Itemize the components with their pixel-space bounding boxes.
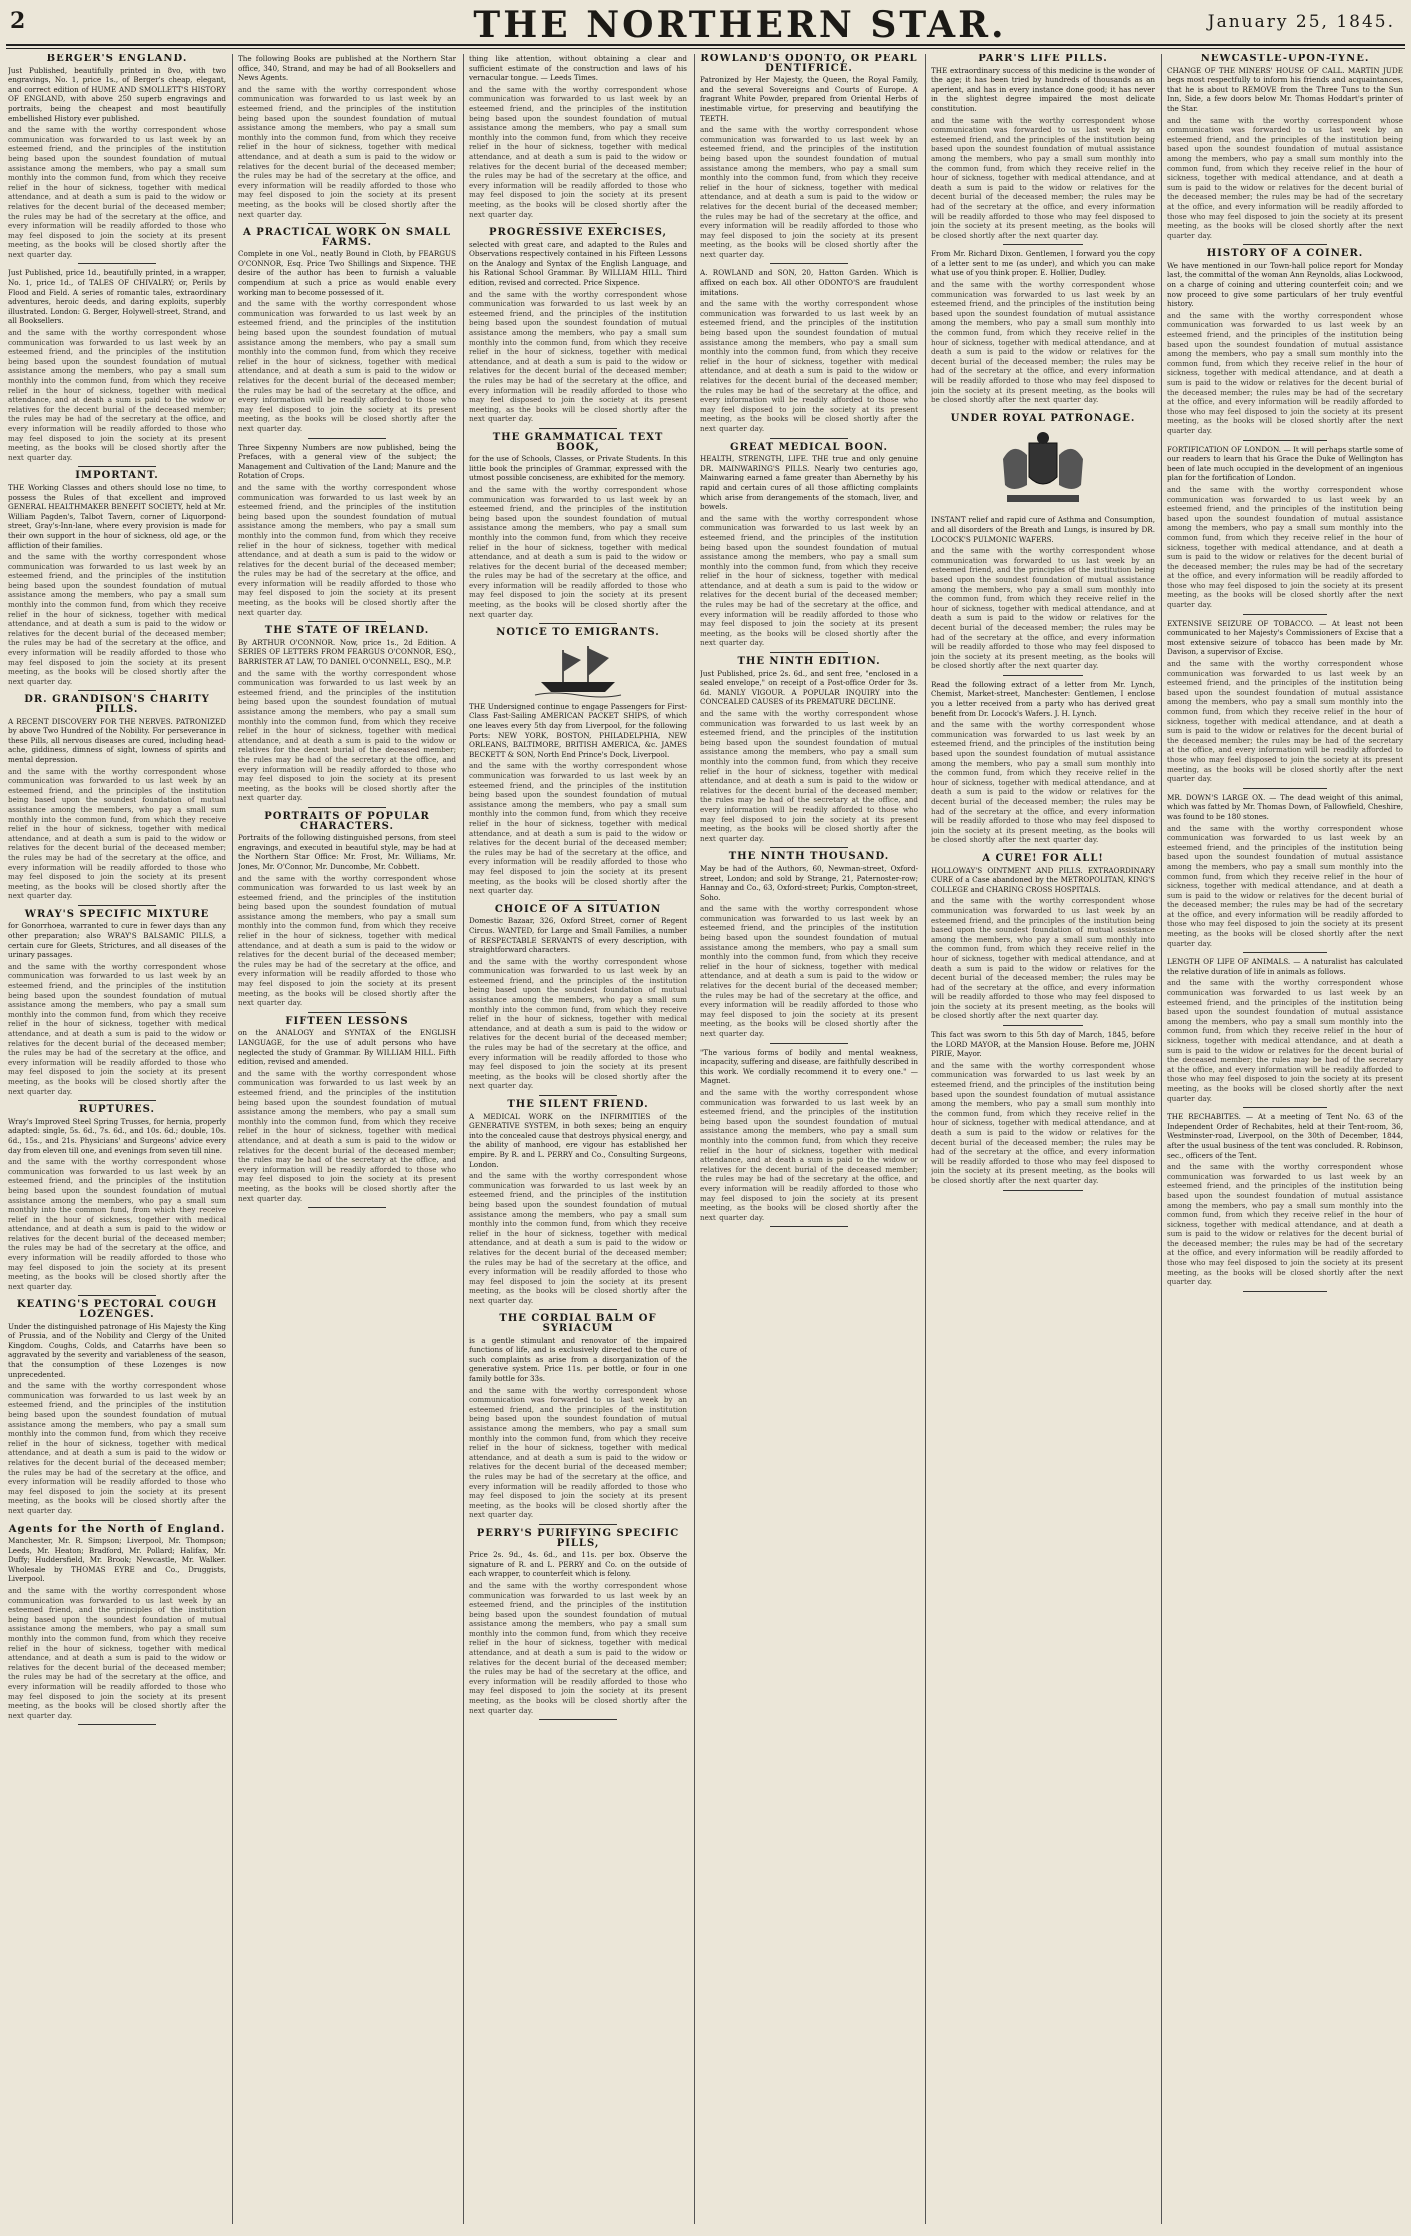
article (469, 905, 687, 1096)
article-continuation: and the same with the worthy correspondent whose communication was forwarded to us last week by an esteemed friend, and the principles of the institution being based upon the soundest foundation of mutual assistance among the members, who pay a small sum monthly into the common fund, from which they receive relief in the hour of sickness, together with medical attendance, and at death a sum is paid to the widow or relatives for the decent burial of the deceased member; the rules may be had of the secretary at the office, and every information will be readily afforded to those who may feel disposed to join the society at its present meeting, as the books will be closed shortly after the next quarter day. (8, 328, 226, 462)
article (8, 54, 226, 264)
section-divider (1243, 788, 1328, 789)
article (238, 1017, 456, 1208)
article-heading: IMPORTANT. (75, 470, 159, 482)
article-continuation: and the same with the worthy correspondent whose communication was forwarded to us last week by an esteemed friend, and the principles of the institution being based upon the soundest foundation of mutual assistance among the members, who pay a small sum monthly into the common fund, from which they receive relief in the hour of sickness, together with medical attendance, and at death a sum is paid to the widow or relatives for the decent burial of the deceased member; the rules may be had of the secretary at the office, and every information will be readily afforded to those who may feel disposed to join the society at its present meeting, as the books will be closed shortly after the next quarter day. (931, 720, 1155, 845)
article-heading: THE NINTH EDITION. (737, 656, 881, 668)
section-divider (78, 263, 156, 264)
article-body: EXTENSIVE SEIZURE OF TOBACCO. — At least not been communicated to her Majesty's Commissioners of Excise that a most extensive seizure of tobacco has been made by Mr. Davison, a supervisor of Excise. (1167, 618, 1403, 657)
article-body: Manchester, Mr. R. Simpson; Liverpool, Mr. Thompson; Leeds, Mr. Heaton; Bradford, Mr. Pollard; Halifax, Mr. Duffy; Huddersfield, Mr. Brook; Newcastle, Mr. Walker. Wholesale by THOMAS EYRE and Co., Druggists, Liverpool. (8, 1536, 226, 1584)
article-heading: WRAY'S SPECIFIC MIXTURE (24, 908, 210, 920)
article (238, 228, 456, 438)
section-divider (308, 438, 386, 439)
article-heading: PERRY'S PURIFYING SPECIFIC PILLS, (476, 1527, 680, 1549)
article (469, 228, 687, 429)
column-3 (469, 54, 687, 2224)
article-body: Read the following extract of a letter from Mr. Lynch, Chemist, Market-street, Manchester: Gentlemen, I enclose you a letter received from a party who has derived great benefit from Dr. Locock's Wafers. J. H. Lynch. (931, 679, 1155, 718)
column-2 (238, 54, 456, 2224)
article (8, 268, 226, 467)
article-heading: CHOICE OF A SITUATION (494, 903, 662, 915)
article-continuation: and the same with the worthy correspondent whose communication was forwarded to us last week by an esteemed friend, and the principles of the institution being based upon the soundest foundation of mutual assistance among the members, who pay a small sum monthly into the common fund, from which they receive relief in the hour of sickness, together with medical attendance, and at death a sum is paid to the widow or relatives for the decent burial of the deceased member; the rules may be had of the secretary at the office, and every information will be readily afforded to those who may feel disposed to join the society at its present meeting, as the books will be closed shortly after the next quarter day. (8, 1586, 226, 1720)
article-heading: NOTICE TO EMIGRANTS. (496, 627, 660, 639)
article-body: Portraits of the following distinguished persons, from steel engravings, and executed in beautiful style, may be had at the Northern Star Office: Mr. Frost, Mr. Williams, Mr. Jones, Mr. O'Connor, Mr. Duncombe, Mr. Cobbett. (238, 833, 456, 871)
article (469, 433, 687, 624)
article-heading: PARR'S LIFE PILLS. (978, 54, 1108, 64)
article (700, 54, 918, 264)
section-divider (78, 1520, 156, 1521)
section-divider (770, 263, 848, 264)
section-divider (1243, 1291, 1328, 1292)
article-body: FORTIFICATION OF LONDON. — It will perhaps startle some of our readers to learn that his Grace the Duke of Wellington has been of late much occupied in the development of an ingenious plan for the fortification of London. (1167, 444, 1403, 483)
section-divider (539, 1524, 617, 1525)
section-divider (539, 900, 617, 901)
section-divider (78, 1100, 156, 1101)
article-body: CHANGE OF THE MINERS' HOUSE OF CALL. MARTIN JUDE begs most respectfully to inform his friends and acquaintances, that he is about to REMOVE from the Three Tuns to the Sun Inn, Side, a few doors below Mr. Thomas Hoddart's printer of the Star. (1167, 65, 1403, 113)
article (700, 1048, 918, 1228)
column-rule (925, 54, 926, 2224)
article-heading: NEWCASTLE-UPON-TYNE. (1200, 54, 1370, 64)
article-body: A MEDICAL WORK on the INFIRMITIES of the GENERATIVE SYSTEM, in both sexes; being an enquiry into the concealed cause that destroys physical energy, and the ability of manhood, ere vigour has established her empire. By R. and L. PERRY and Co., Consulting Surgeons, London. (469, 1111, 687, 1169)
article-continuation: and the same with the worthy correspondent whose communication was forwarded to us last week by an esteemed friend, and the principles of the institution being based upon the soundest foundation of mutual assistance among the members, who pay a small sum monthly into the common fund, from which they receive relief in the hour of sickness, together with medical attendance, and at death a sum is paid to the widow or relatives for the decent burial of the deceased member; the rules may be had of the secretary at the office, and every information will be readily afforded to those who may feel disposed to join the society at its present meeting, as the books will be closed shortly after the next quarter day. (8, 766, 226, 901)
article-heading: THE CORDIAL BALM OF SYRIACUM (499, 1313, 657, 1335)
article (238, 626, 456, 808)
section-divider (770, 1043, 848, 1044)
section-divider (78, 690, 156, 691)
section-divider (539, 428, 617, 429)
section-divider (308, 1207, 386, 1208)
column-rule (694, 54, 695, 2224)
article-heading: ROWLAND'S ODONTO, OR PEARL DENTIFRICE. (700, 54, 918, 74)
article (931, 249, 1155, 410)
article-continuation: and the same with the worthy correspondent whose communication was forwarded to us last week by an esteemed friend, and the principles of the institution being based upon the soundest foundation of mutual assistance among the members, who pay a small sum monthly into the common fund, from which they receive relief in the hour of sickness, together with medical attendance, and at death a sum is paid to the widow or relatives for the decent burial of the deceased member; the rules may be had of the secretary at the office, and every information will be readily afforded to those who may feel disposed to join the society at its present meeting, as the books will be closed shortly after the next quarter day. (469, 484, 687, 619)
section-divider (770, 847, 848, 848)
article-body: A RECENT DISCOVERY FOR THE NERVES. PATRONIZED by above Two Hundred of the Nobility. For perseverance in these Pills, all nervous diseases are cured, including head-ache, giddiness, dimness of sight, lowness of spirits and mental depression. (8, 716, 226, 764)
article-continuation: and the same with the worthy correspondent whose communication was forwarded to us last week by an esteemed friend, and the principles of the institution being based upon the soundest foundation of mutual assistance among the members, who pay a small sum monthly into the common fund, from which they receive relief in the hour of sickness, together with medical attendance, and at death a sum is paid to the widow or relatives for the decent burial of the deceased member; the rules may be had of the secretary at the office, and every information will be readily afforded to those who may feel disposed to join the society at its present meeting, as the books will be closed shortly after the next quarter day. (700, 904, 918, 1038)
article-continuation: and the same with the worthy correspondent whose communication was forwarded to us last week by an esteemed friend, and the principles of the institution being based upon the soundest foundation of mutual assistance among the members, who pay a small sum monthly into the common fund, from which they receive relief in the hour of sickness, together with medical attendance, and at death a sum is paid to the widow or relatives for the decent burial of the deceased member; the rules may be had of the secretary at the office, and every information will be readily afforded to those who may feel disposed to join the society at its present meeting, as the books will be closed shortly after the next quarter day. (1167, 310, 1403, 435)
article-body: MR. DOWN'S LARGE OX. — The dead weight of this animal, which was fatted by Mr. Thomas Down, of Fallowfield, Cheshire, was found to be 180 stones. (1167, 792, 1403, 821)
article-continuation: and the same with the worthy correspondent whose communication was forwarded to us last week by an esteemed friend, and the principles of the institution being based upon the soundest foundation of mutual assistance among the members, who pay a small sum monthly into the common fund, from which they receive relief in the hour of sickness, together with medical attendance, and at death a sum is paid to the widow or relatives for the decent burial of the deceased member; the rules may be had of the secretary at the office, and every information will be readily afforded to those who may feel disposed to join the society at its present meeting, as the books will be closed shortly after the next quarter day. (469, 84, 687, 219)
article-body: From Mr. Richard Dixon. Gentlemen, I forward you the copy of a letter sent to me (as under), and which you can make what use of you think proper. E. Hollier, Dudley. (931, 249, 1155, 278)
article-heading: UNDER ROYAL PATRONAGE. (950, 412, 1136, 424)
article-continuation: and the same with the worthy correspondent whose communication was forwarded to us last week by an esteemed friend, and the principles of the institution being based upon the soundest foundation of mutual assistance among the members, who pay a small sum monthly into the common fund, from which they receive relief in the hour of sickness, together with medical attendance, and at death a sum is paid to the widow or relatives for the decent burial of the deceased member; the rules may be had of the secretary at the office, and every information will be readily afforded to those who may feel disposed to join the society at its present meeting, as the books will be closed shortly after the next quarter day. (1167, 978, 1403, 1103)
section-divider (1243, 1107, 1328, 1108)
article (238, 812, 456, 1013)
article-body: Price 2s. 9d., 4s. 6d., and 11s. per box. Observe the signature of R. and L. PERRY and Co. on the outside of each wrapper, to counterfeit which is felony. (469, 1550, 687, 1579)
article-heading: THE STATE OF IRELAND. (264, 625, 430, 637)
column-6 (1167, 54, 1403, 2224)
sailing-ship-icon (533, 642, 623, 698)
article-continuation: and the same with the worthy correspondent whose communication was forwarded to us last week by an esteemed friend, and the principles of the institution being based upon the soundest foundation of mutual assistance among the members, who pay a small sum monthly into the common fund, from which they receive relief in the hour of sickness, together with medical attendance, and at death a sum is paid to the widow or relatives for the decent burial of the deceased member; the rules may be had of the secretary at the office, and every information will be readily afforded to those who may feel disposed to join the society at its present meeting, as the books will be closed shortly after the next quarter day. (469, 761, 687, 896)
article (931, 680, 1155, 850)
article (931, 854, 1155, 1026)
article-continuation: and the same with the worthy correspondent whose communication was forwarded to us last week by an esteemed friend, and the principles of the institution being based upon the soundest foundation of mutual assistance among the members, who pay a small sum monthly into the common fund, from which they receive relief in the hour of sickness, together with medical attendance, and at death a sum is paid to the widow or relatives for the decent burial of the deceased member; the rules may be had of the secretary at the office, and every information will be readily afforded to those who may feel disposed to join the society at its present meeting, as the books will be closed shortly after the next quarter day. (469, 956, 687, 1091)
article-heading: THE NINTH THOUSAND. (728, 851, 890, 863)
section-divider (308, 223, 386, 224)
article-continuation: and the same with the worthy correspondent whose communication was forwarded to us last week by an esteemed friend, and the principles of the institution being based upon the soundest foundation of mutual assistance among the members, who pay a small sum monthly into the common fund, from which they receive relief in the hour of sickness, together with medical attendance, and at death a sum is paid to the widow or relatives for the decent burial of the deceased member; the rules may be had of the secretary at the office, and every information will be readily afforded to those who may feel disposed to join the society at its present meeting, as the books will be closed shortly after the next quarter day. (238, 668, 456, 803)
article-body: Just Published, beautifully printed in 8vo, with two engravings, No. 1, price 1s., of Berger's cheap, elegant, and correct edition of HUME AND SMOLLETT'S HISTORY OF ENGLAND, with above 250 superb engravings and portraits, being the cheapest and most beautifully embellished History ever published. (8, 65, 226, 123)
article-body: May be had of the Authors, 60, Newman-street, Oxford-street, London; and sold by Strange, 21, Paternoster-row; Hannay and Co., 63, Oxford-street; Purkis, Compton-street, Soho. (700, 863, 918, 902)
article-continuation: and the same with the worthy correspondent whose communication was forwarded to us last week by an esteemed friend, and the principles of the institution being based upon the soundest foundation of mutual assistance among the members, who pay a small sum monthly into the common fund, from which they receive relief in the hour of sickness, together with medical attendance, and at death a sum is paid to the widow or relatives for the decent burial of the deceased member; the rules may be had of the secretary at the office, and every information will be readily afforded to those who may feel disposed to join the society at its present meeting, as the books will be closed shortly after the next quarter day. (931, 115, 1155, 240)
article (700, 443, 918, 653)
article (931, 414, 1155, 676)
column-4 (700, 54, 918, 2224)
section-divider (1003, 244, 1084, 245)
section-divider (308, 621, 386, 622)
article-continuation: and the same with the worthy correspondent whose communication was forwarded to us last week by an esteemed friend, and the principles of the institution being based upon the soundest foundation of mutual assistance among the members, who pay a small sum monthly into the common fund, from which they receive relief in the hour of sickness, together with medical attendance, and at death a sum is paid to the widow or relatives for the decent burial of the deceased member; the rules may be had of the secretary at the office, and every information will be readily afforded to those who may feel disposed to join the society at its present meeting, as the books will be closed shortly after the next quarter day. (8, 552, 226, 686)
article-continuation: and the same with the worthy correspondent whose communication was forwarded to us last week by an esteemed friend, and the principles of the institution being based upon the soundest foundation of mutual assistance among the members, who pay a small sum monthly into the common fund, from which they receive relief in the hour of sickness, together with medical attendance, and at death a sum is paid to the widow or relatives for the decent burial of the deceased member; the rules may be had of the secretary at the office, and every information will be readily afforded to those who may feel disposed to join the society at its present meeting, as the books will be closed shortly after the next quarter day. (238, 482, 456, 617)
article-heading: PROGRESSIVE EXERCISES, (489, 227, 667, 239)
article-continuation: and the same with the worthy correspondent whose communication was forwarded to us last week by an esteemed friend, and the principles of the institution being based upon the soundest foundation of mutual assistance among the members, who pay a small sum monthly into the common fund, from which they receive relief in the hour of sickness, together with medical attendance, and at death a sum is paid to the widow or relatives for the decent burial of the deceased member; the rules may be had of the secretary at the office, and every information will be readily afforded to those who may feel disposed to join the society at its present meeting, as the books will be closed shortly after the next quarter day. (8, 1381, 226, 1515)
article-heading: BERGER'S ENGLAND. (46, 54, 188, 64)
article (8, 695, 226, 905)
section-divider (78, 466, 156, 467)
article-body: for Gonorrhoea, warranted to cure in fewer days than any other preparation; also WRAY'S BALSAMIC PILLS, a certain cure for Gleets, Strictures, and all diseases of the urinary passages. (8, 921, 226, 960)
column-rule (463, 54, 464, 2224)
article-body: thing like attention, without obtaining a clear and sufficient estimate of the construction and laws of his vernacular tongue. — Leeds Times. (469, 54, 687, 83)
section-divider (1243, 244, 1328, 245)
section-divider (539, 1719, 617, 1720)
article (469, 1314, 687, 1524)
section-divider (1003, 1025, 1084, 1026)
page-number: 2 (10, 8, 26, 34)
article-heading: A PRACTICAL WORK ON SMALL FARMS. (242, 227, 451, 248)
article (8, 1525, 226, 1726)
article-continuation: and the same with the worthy correspondent whose communication was forwarded to us last week by an esteemed friend, and the principles of the institution being based upon the soundest foundation of mutual assistance among the members, who pay a small sum monthly into the common fund, from which they receive relief in the hour of sickness, together with medical attendance, and at death a sum is paid to the widow or relatives for the decent burial of the deceased member; the rules may be had of the secretary at the office, and every information will be readily afforded to those who may feel disposed to join the society at its present meeting, as the books will be closed shortly after the next quarter day. (8, 961, 226, 1096)
masthead-rule-thin (6, 48, 1405, 49)
article (1167, 619, 1403, 789)
article-heading: RUPTURES. (79, 1104, 155, 1116)
section-divider (1243, 952, 1328, 953)
article-body: This fact was sworn to this 5th day of March, 1845, before the LORD MAYOR, at the Mansion House. Before me, JOHN PIRIE, Mayor. (931, 1030, 1155, 1059)
section-divider (308, 807, 386, 808)
article (1167, 957, 1403, 1108)
article-body: By ARTHUR O'CONNOR. Now, price 1s., 2d Edition. A SERIES OF LETTERS FROM FEARGUS O'CONNOR, ESQ., BARRISTER AT LAW, TO DANIEL O'CONNELL, ESQ., M.P. (238, 637, 456, 667)
article (469, 54, 687, 224)
article-body: Under the distinguished patronage of His Majesty the King of Prussia, and of the Nobility and Clergy of the United Kingdom. Coughs, Colds, and Catarrhs have been so aggravated by the severity and variableness of the season, that the consumption of these Lozenges is now unprecedented. (8, 1321, 226, 1379)
article-continuation: and the same with the worthy correspondent whose communication was forwarded to us last week by an esteemed friend, and the principles of the institution being based upon the soundest foundation of mutual assistance among the members, who pay a small sum monthly into the common fund, from which they receive relief in the hour of sickness, together with medical attendance, and at death a sum is paid to the widow or relatives for the decent burial of the deceased member; the rules may be had of the secretary at the office, and every information will be readily afforded to those who may feel disposed to join the society at its present meeting, as the books will be closed shortly after the next quarter day. (469, 1385, 687, 1520)
article-continuation: and the same with the worthy correspondent whose communication was forwarded to us last week by an esteemed friend, and the principles of the institution being based upon the soundest foundation of mutual assistance among the members, who pay a small sum monthly into the common fund, from which they receive relief in the hour of sickness, together with medical attendance, and at death a sum is paid to the widow or relatives for the decent burial of the deceased member; the rules may be had of the secretary at the office, and every information will be readily afforded to those who may feel disposed to join the society at its present meeting, as the books will be closed shortly after the next quarter day. (1167, 484, 1403, 610)
article-continuation: and the same with the worthy correspondent whose communication was forwarded to us last week by an esteemed friend, and the principles of the institution being based upon the soundest foundation of mutual assistance among the members, who pay a small sum monthly into the common fund, from which they receive relief in the hour of sickness, together with medical attendance, and at death a sum is paid to the widow or relatives for the decent burial of the deceased member; the rules may be had of the secretary at the office, and every information will be readily afforded to those who may feel disposed to join the society at its present meeting, as the books will be closed shortly after the next quarter day. (700, 513, 918, 648)
article-continuation: and the same with the worthy correspondent whose communication was forwarded to us last week by an esteemed friend, and the principles of the institution being based upon the soundest foundation of mutual assistance among the members, who pay a small sum monthly into the common fund, from which they receive relief in the hour of sickness, together with medical attendance, and at death a sum is paid to the widow or relatives for the decent burial of the deceased member; the rules may be had of the secretary at the office, and every information will be readily afforded to those who may feel disposed to join the society at its present meeting, as the books will be closed shortly after the next quarter day. (1167, 659, 1403, 784)
article-continuation: and the same with the worthy correspondent whose communication was forwarded to us last week by an esteemed friend, and the principles of the institution being based upon the soundest foundation of mutual assistance among the members, who pay a small sum monthly into the common fund, from which they receive relief in the hour of sickness, together with medical attendance, and at death a sum is paid to the widow or relatives for the decent burial of the deceased member; the rules may be had of the secretary at the office, and every information will be readily afforded to those who may feel disposed to join the society at its present meeting, as the books will be closed shortly after the next quarter day. (238, 84, 456, 219)
article (931, 1030, 1155, 1191)
article-continuation: and the same with the worthy correspondent whose communication was forwarded to us last week by an esteemed friend, and the principles of the institution being based upon the soundest foundation of mutual assistance among the members, who pay a small sum monthly into the common fund, from which they receive relief in the hour of sickness, together with medical attendance, and at death a sum is paid to the widow or relatives for the decent burial of the deceased member; the rules may be had of the secretary at the office, and every information will be readily afforded to those who may feel disposed to join the society at its present meeting, as the books will be closed shortly after the next quarter day. (1167, 823, 1403, 948)
article (469, 628, 687, 900)
article-continuation: and the same with the worthy correspondent whose communication was forwarded to us last week by an esteemed friend, and the principles of the institution being based upon the soundest foundation of mutual assistance among the members, who pay a small sum monthly into the common fund, from which they receive relief in the hour of sickness, together with medical attendance, and at death a sum is paid to the widow or relatives for the decent burial of the deceased member; the rules may be had of the secretary at the office, and every information will be readily afforded to those who may feel disposed to join the society at its present meeting, as the books will be closed shortly after the next quarter day. (238, 299, 456, 433)
article-heading: Agents for the North of England. (8, 1523, 226, 1535)
article-body: "The various forms of bodily and mental weakness, incapacity, suffering and disease, are faithfully described in this work. We cordially recommend it to every one." — Magnet. (700, 1047, 918, 1086)
article (700, 268, 918, 438)
article-body: THE extraordinary success of this medicine is the wonder of the age; it has been tried by hundreds of thousands as an aperient, and has in every instance done good; it has never in the slightest degree impaired the most delicate constitution. (931, 65, 1155, 113)
article-heading: GREAT MEDICAL BOON. (730, 441, 888, 453)
section-divider (539, 623, 617, 624)
article (238, 54, 456, 224)
article-body: selected with great care, and adapted to the Rules and Observations respectively contained in his Fifteen Lessons on the Analogy and Syntax of the English Language, and his Rational School Grammar. By WILLIAM HILL. Third edition, revised and corrected. Price Sixpence. (469, 239, 687, 288)
masthead (0, 0, 1411, 44)
article-body: on the ANALOGY and SYNTAX of the ENGLISH LANGUAGE, for the use of adult persons who have neglected the study of Grammar. By WILLIAM HILL. Fifth edition, revised and amended. (238, 1028, 456, 1067)
newspaper-title: THE NORTHERN STAR. (473, 4, 1007, 46)
section-divider (1243, 614, 1328, 615)
section-divider (1003, 409, 1084, 410)
article-heading: FIFTEEN LESSONS (285, 1015, 409, 1027)
article-continuation: and the same with the worthy correspondent whose communication was forwarded to us last week by an esteemed friend, and the principles of the institution being based upon the soundest foundation of mutual assistance among the members, who pay a small sum monthly into the common fund, from which they receive relief in the hour of sickness, together with medical attendance, and at death a sum is paid to the widow or relatives for the decent burial of the deceased member; the rules may be had of the secretary at the office, and every information will be readily afforded to those who may feel disposed to join the society at its present meeting, as the books will be closed shortly after the next quarter day. (931, 546, 1155, 671)
article-continuation: and the same with the worthy correspondent whose communication was forwarded to us last week by an esteemed friend, and the principles of the institution being based upon the soundest foundation of mutual assistance among the members, who pay a small sum monthly into the common fund, from which they receive relief in the hour of sickness, together with medical attendance, and at death a sum is paid to the widow or relatives for the decent burial of the deceased member; the rules may be had of the secretary at the office, and every information will be readily afforded to those who may feel disposed to join the society at its present meeting, as the books will be closed shortly after the next quarter day. (700, 299, 918, 433)
article-body: Wray's Improved Steel Spring Trusses, for hernia, properly adapted: single, 5s. 6d., 7s. 6d., and 10s. 6d.; double, 10s. 6d., 15s., and 21s. Physicians' and Surgeons' advice every day from eleven till one, and evenings from seven till nine. (8, 1116, 226, 1155)
article-body: Just Published, price 2s. 6d., and sent free, "enclosed in a sealed envelope," on receipt of a Post-office Order for 3s. 6d. MANLY VIGOUR. A POPULAR INQUIRY into the CONCEALED CAUSES of its PREMATURE DECLINE. (700, 668, 918, 707)
article-body: Three Sixpenny Numbers are now published, being the Prefaces, with a general view of the subject; the Management and Cultivation of the Land; Manure and the Rotation of Crops. (238, 442, 456, 481)
article-body: We have mentioned in our Town-hall police report for Monday last, the committal of the woman Ann Reynolds, alias Lockwood, on a charge of coining and uttering counterfeit coin; and we now proceed to give some particulars of her truly eventful history. (1167, 260, 1403, 309)
article-body: The following Books are published at the Northern Star office, 340, Strand, and may be had of all Booksellers and News Agents. (238, 54, 456, 83)
article (1167, 1112, 1403, 1292)
article-continuation: and the same with the worthy correspondent whose communication was forwarded to us last week by an esteemed friend, and the principles of the institution being based upon the soundest foundation of mutual assistance among the members, who pay a small sum monthly into the common fund, from which they receive relief in the hour of sickness, together with medical attendance, and at death a sum is paid to the widow or relatives for the decent burial of the deceased member; the rules may be had of the secretary at the office, and every information will be readily afforded to those who may feel disposed to join the society at its present meeting, as the books will be closed shortly after the next quarter day. (1167, 1162, 1403, 1287)
article-heading: KEATING'S PECTORAL COUGH LOZENGES. (16, 1299, 218, 1321)
section-divider (539, 223, 617, 224)
article-body: Complete in one Vol., neatly Bound in Cloth, by FEARGUS O'CONNOR, Esq. Price Two Shillings and Sixpence. THE desire of the author has been to furnish a valuable compendium at such a price as would enable every working man to become possessed of it. (238, 249, 456, 297)
article (238, 443, 456, 623)
article-continuation: and the same with the worthy correspondent whose communication was forwarded to us last week by an esteemed friend, and the principles of the institution being based upon the soundest foundation of mutual assistance among the members, who pay a small sum monthly into the common fund, from which they receive relief in the hour of sickness, together with medical attendance, and at death a sum is paid to the widow or relatives for the decent burial of the deceased member; the rules may be had of the secretary at the office, and every information will be readily afforded to those who may feel disposed to join the society at its present meeting, as the books will be closed shortly after the next quarter day. (8, 125, 226, 259)
column-1 (8, 54, 226, 2224)
article (931, 54, 1155, 245)
article-continuation: and the same with the worthy correspondent whose communication was forwarded to us last week by an esteemed friend, and the principles of the institution being based upon the soundest foundation of mutual assistance among the members, who pay a small sum monthly into the common fund, from which they receive relief in the hour of sickness, together with medical attendance, and at death a sum is paid to the widow or relatives for the decent burial of the deceased member; the rules may be had of the secretary at the office, and every information will be readily afforded to those who may feel disposed to join the society at its present meeting, as the books will be closed shortly after the next quarter day. (700, 125, 918, 259)
article (469, 1529, 687, 1720)
column-rule (232, 54, 233, 2224)
article (1167, 249, 1403, 440)
section-divider (1243, 440, 1328, 441)
article-body: is a gentle stimulant and renovator of the impaired functions of life, and is exclusively directed to the cure of such complaints as arise from a disorganization of the generative system. Price 11s. per bottle, or four in one family bottle for 33s. (469, 1335, 687, 1384)
article-heading: THE SILENT FRIEND. (507, 1099, 649, 1110)
article-body: Just Published, price 1d., beautifully printed, in a wrapper, No. 1, price 1d., of TALES OF CHIVALRY; or, Perils by Flood and Field. A series of romantic tales, extraordinary adventures, heroic deeds, and daring exploits, superbly illustrated. London: G. Berger, Holywell-street, Strand, and all Booksellers. (8, 268, 226, 326)
section-divider (1003, 675, 1084, 676)
article (700, 852, 918, 1043)
article-heading: THE GRAMMATICAL TEXT BOOK, (492, 431, 664, 453)
article-body: INSTANT relief and rapid cure of Asthma and Consumption, and all disorders of the Breath and Lungs, is insured by DR. LOCOCK'S PULMONIC WAFERS. (931, 515, 1155, 544)
article-body: HOLLOWAY'S OINTMENT AND PILLS. EXTRAORDINARY CURE of a Case abandoned by the METROPOLITAN, KING'S COLLEGE and CHARING CROSS HOSPITALS. (931, 865, 1155, 894)
article-continuation: and the same with the worthy correspondent whose communication was forwarded to us last week by an esteemed friend, and the principles of the institution being based upon the soundest foundation of mutual assistance among the members, who pay a small sum monthly into the common fund, from which they receive relief in the hour of sickness, together with medical attendance, and at death a sum is paid to the widow or relatives for the decent burial of the deceased member; the rules may be had of the secretary at the office, and every information will be readily afforded to those who may feel disposed to join the society at its present meeting, as the books will be closed shortly after the next quarter day. (931, 896, 1155, 1021)
section-divider (1003, 849, 1084, 850)
article-body: THE RECHABITES. — At a meeting of Tent No. 63 of the Independent Order of Rechabites, held at their Tent-room, 36, Westminster-road, Liverpool, on the 30th of December, 1844, after the usual business of the tent was concluded. R. Robinson, sec., officers of the Tent. (1167, 1112, 1403, 1160)
article-continuation: and the same with the worthy correspondent whose communication was forwarded to us last week by an esteemed friend, and the principles of the institution being based upon the soundest foundation of mutual assistance among the members, who pay a small sum monthly into the common fund, from which they receive relief in the hour of sickness, together with medical attendance, and at death a sum is paid to the widow or relatives for the decent burial of the deceased member; the rules may be had of the secretary at the office, and every information will be readily afforded to those who may feel disposed to join the society at its present meeting, as the books will be closed shortly after the next quarter day. (238, 1068, 456, 1203)
section-divider (539, 1095, 617, 1096)
article (1167, 793, 1403, 954)
article-heading: A CURE! FOR ALL! (982, 852, 1104, 864)
article-body: HEALTH, STRENGTH, LIFE. THE true and only genuine DR. MAINWARING'S PILLS. Nearly two centuries ago, Mainwaring earned a fame greater than Abernethy by his rapid and certain cures of all those afflicting complaints which arise from derangements of the stomach, liver, and bowels. (700, 454, 918, 512)
article-body: for the use of Schools, Classes, or Private Students. In this little book the principles of Grammar, expressed with the utmost possible conciseness, are exhibited for the memory. (469, 454, 687, 483)
article (1167, 54, 1403, 245)
article-body: Domestic Bazaar, 326, Oxford Street, corner of Regent Circus. WANTED, for Large and Small Families, a number of RESPECTABLE SERVANTS of every description, with straightforward characters. (469, 916, 687, 955)
article-body: THE Undersigned continue to engage Passengers for First-Class Fast-Sailing AMERICAN PACKET SHIPS, of which one leaves every 5th day from Liverpool, for the following Ports: NEW YORK, BOSTON, PHILADELPHIA, NEW ORLEANS, BALTIMORE, BRITISH AMERICA, &c. JAMES BECKETT & SON, North End Prince's Dock, Liverpool. (469, 701, 687, 759)
article-continuation: and the same with the worthy correspondent whose communication was forwarded to us last week by an esteemed friend, and the principles of the institution being based upon the soundest foundation of mutual assistance among the members, who pay a small sum monthly into the common fund, from which they receive relief in the hour of sickness, together with medical attendance, and at death a sum is paid to the widow or relatives for the decent burial of the deceased member; the rules may be had of the secretary at the office, and every information will be readily afforded to those who may feel disposed to join the society at its present meeting, as the books will be closed shortly after the next quarter day. (469, 1171, 687, 1305)
article (700, 657, 918, 848)
section-divider (539, 1309, 617, 1310)
section-divider (78, 1295, 156, 1296)
article (8, 471, 226, 691)
article (8, 1105, 226, 1296)
article-continuation: and the same with the worthy correspondent whose communication was forwarded to us last week by an esteemed friend, and the principles of the institution being based upon the soundest foundation of mutual assistance among the members, who pay a small sum monthly into the common fund, from which they receive relief in the hour of sickness, together with medical attendance, and at death a sum is paid to the widow or relatives for the decent burial of the deceased member; the rules may be had of the secretary at the office, and every information will be readily afforded to those who may feel disposed to join the society at its present meeting, as the books will be closed shortly after the next quarter day. (1167, 115, 1403, 240)
article-body: Patronized by Her Majesty, the Queen, the Royal Family, and the several Sovereigns and Courts of Europe. A fragrant White Powder, prepared from Oriental Herbs of inestimable virtue, for preserving and beautifying the TEETH. (700, 75, 918, 123)
article-body: A. ROWLAND and SON, 20, Hatton Garden. Which is affixed on each box. All other ODONTO'S are fraudulent imitations. (700, 268, 918, 297)
article-continuation: and the same with the worthy correspondent whose communication was forwarded to us last week by an esteemed friend, and the principles of the institution being based upon the soundest foundation of mutual assistance among the members, who pay a small sum monthly into the common fund, from which they receive relief in the hour of sickness, together with medical attendance, and at death a sum is paid to the widow or relatives for the decent burial of the deceased member; the rules may be had of the secretary at the office, and every information will be readily afforded to those who may feel disposed to join the society at its present meeting, as the books will be closed shortly after the next quarter day. (931, 280, 1155, 405)
article-body: THE Working Classes and others should lose no time, to possess the Rules of that excellent and improved GENERAL HEALTHMAKER BENEFIT SOCIETY, held at Mr. William Pagden's, Talbot Tavern, corner of Liquorpond-street, Gray's-Inn-lane, where every provision is made for their own support in the hour of sickness, old age, or the affliction of their families. (8, 482, 226, 550)
column-5 (931, 54, 1155, 2224)
article-body: LENGTH OF LIFE OF ANIMALS. — A naturalist has calculated the relative duration of life in animals as follows. (1167, 957, 1403, 976)
article-heading: DR. GRANDISON'S CHARITY PILLS. (24, 694, 210, 715)
article (8, 1300, 226, 1520)
section-divider (770, 1226, 848, 1227)
section-divider (78, 1724, 156, 1725)
column-rule (1161, 54, 1162, 2224)
article (8, 910, 226, 1101)
article-heading: PORTRAITS OF POPULAR CHARACTERS. (264, 810, 430, 832)
article (1167, 445, 1403, 615)
masthead-rule (6, 44, 1405, 46)
article-continuation: and the same with the worthy correspondent whose communication was forwarded to us last week by an esteemed friend, and the principles of the institution being based upon the soundest foundation of mutual assistance among the members, who pay a small sum monthly into the common fund, from which they receive relief in the hour of sickness, together with medical attendance, and at death a sum is paid to the widow or relatives for the decent burial of the deceased member; the rules may be had of the secretary at the office, and every information will be readily afforded to those who may feel disposed to join the society at its present meeting, as the books will be closed shortly after the next quarter day. (238, 873, 456, 1008)
section-divider (78, 905, 156, 906)
section-divider (308, 1012, 386, 1013)
article-heading: HISTORY OF A COINER. (1206, 248, 1364, 260)
article-continuation: and the same with the worthy correspondent whose communication was forwarded to us last week by an esteemed friend, and the principles of the institution being based upon the soundest foundation of mutual assistance among the members, who pay a small sum monthly into the common fund, from which they receive relief in the hour of sickness, together with medical attendance, and at death a sum is paid to the widow or relatives for the decent burial of the deceased member; the rules may be had of the secretary at the office, and every information will be readily afforded to those who may feel disposed to join the society at its present meeting, as the books will be closed shortly after the next quarter day. (469, 1580, 687, 1715)
section-divider (1003, 1190, 1084, 1191)
section-divider (770, 438, 848, 439)
article-continuation: and the same with the worthy correspondent whose communication was forwarded to us last week by an esteemed friend, and the principles of the institution being based upon the soundest foundation of mutual assistance among the members, who pay a small sum monthly into the common fund, from which they receive relief in the hour of sickness, together with medical attendance, and at death a sum is paid to the widow or relatives for the decent burial of the deceased member; the rules may be had of the secretary at the office, and every information will be readily afforded to those who may feel disposed to join the society at its present meeting, as the books will be closed shortly after the next quarter day. (931, 1060, 1155, 1185)
article-continuation: and the same with the worthy correspondent whose communication was forwarded to us last week by an esteemed friend, and the principles of the institution being based upon the soundest foundation of mutual assistance among the members, who pay a small sum monthly into the common fund, from which they receive relief in the hour of sickness, together with medical attendance, and at death a sum is paid to the widow or relatives for the decent burial of the deceased member; the rules may be had of the secretary at the office, and every information will be readily afforded to those who may feel disposed to join the society at its present meeting, as the books will be closed shortly after the next quarter day. (469, 289, 687, 424)
issue-date: January 25, 1845. (1207, 12, 1395, 32)
article-continuation: and the same with the worthy correspondent whose communication was forwarded to us last week by an esteemed friend, and the principles of the institution being based upon the soundest foundation of mutual assistance among the members, who pay a small sum monthly into the common fund, from which they receive relief in the hour of sickness, together with medical attendance, and at death a sum is paid to the widow or relatives for the decent burial of the deceased member; the rules may be had of the secretary at the office, and every information will be readily afforded to those who may feel disposed to join the society at its present meeting, as the books will be closed shortly after the next quarter day. (700, 1087, 918, 1222)
section-divider (770, 652, 848, 653)
royal-arms-icon (983, 429, 1103, 509)
article (469, 1100, 687, 1310)
article-continuation: and the same with the worthy correspondent whose communication was forwarded to us last week by an esteemed friend, and the principles of the institution being based upon the soundest foundation of mutual assistance among the members, who pay a small sum monthly into the common fund, from which they receive relief in the hour of sickness, together with medical attendance, and at death a sum is paid to the widow or relatives for the decent burial of the deceased member; the rules may be had of the secretary at the office, and every information will be readily afforded to those who may feel disposed to join the society at its present meeting, as the books will be closed shortly after the next quarter day. (700, 709, 918, 843)
article-continuation: and the same with the worthy correspondent whose communication was forwarded to us last week by an esteemed friend, and the principles of the institution being based upon the soundest foundation of mutual assistance among the members, who pay a small sum monthly into the common fund, from which they receive relief in the hour of sickness, together with medical attendance, and at death a sum is paid to the widow or relatives for the decent burial of the deceased member; the rules may be had of the secretary at the office, and every information will be readily afforded to those who may feel disposed to join the society at its present meeting, as the books will be closed shortly after the next quarter day. (8, 1157, 226, 1291)
